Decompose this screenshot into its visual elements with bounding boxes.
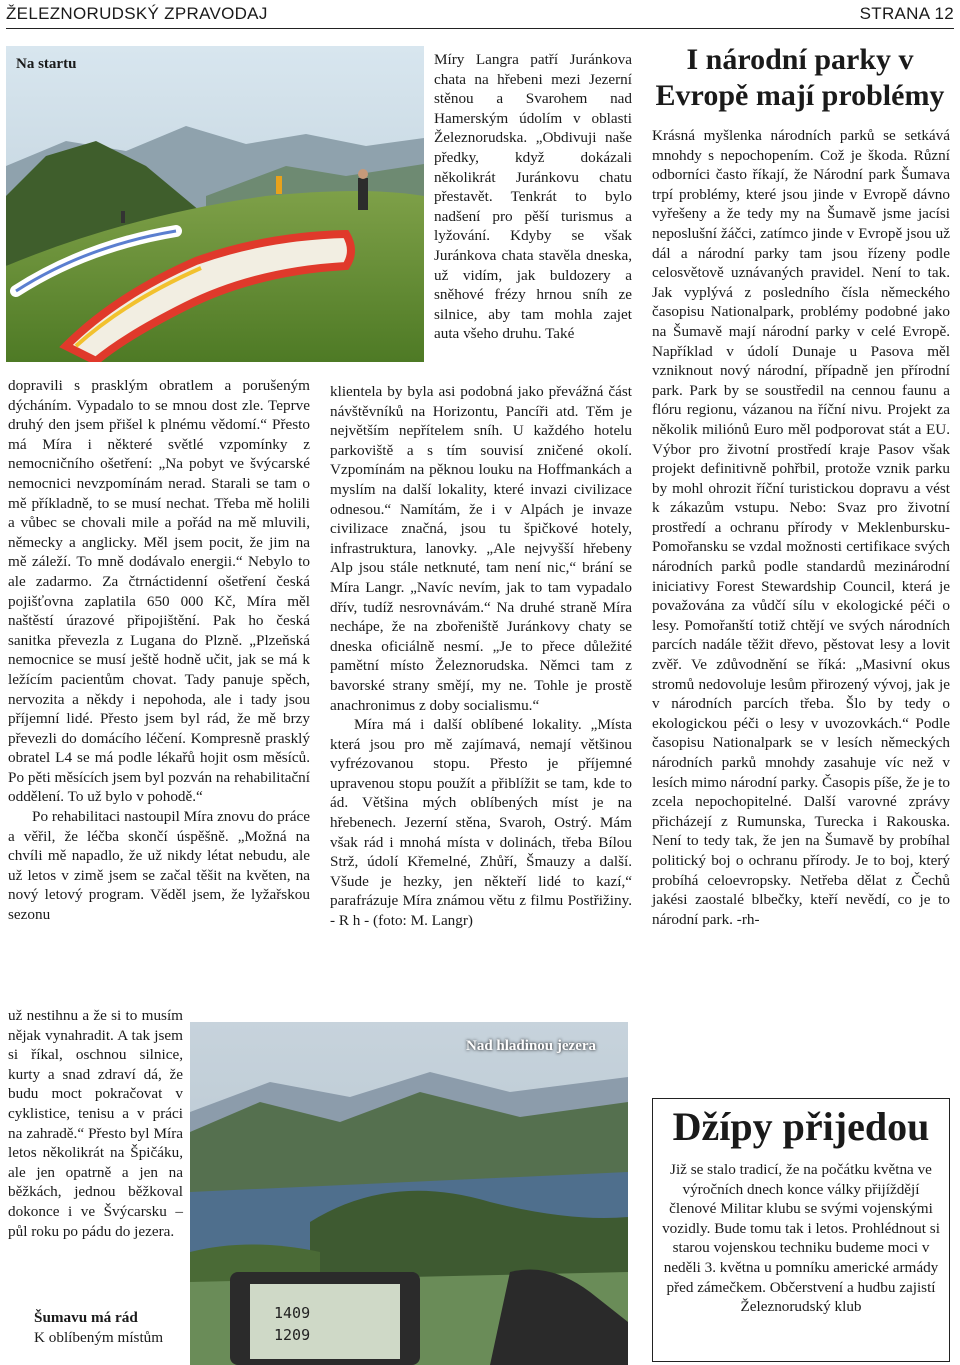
article1-subsection	[34, 1308, 163, 1347]
article3-box	[652, 1098, 950, 1362]
photo-paraglider-launch	[6, 46, 424, 362]
header-rule	[6, 28, 954, 29]
photo1-caption: Na startu	[16, 56, 77, 72]
page-number: STRANA 12	[859, 4, 954, 23]
article1-middle-top: Míry Langra patří Juránkova chata na hřebeni mezi Jezerní stěnou a Svarohem nad Hamerským údolím v oblasti Železnorudska. „Obdivuji naše předky, když dokázali několikrát Juránkovu chatu přestavět. Tenkrát to bylo nadšení pro pěší turismus a lyžování. Kdyby se však Juránkova chata stavěla dneska, už vidím, jak buldozery a sněhové frézy hrnou sníh ze silnice, aby tam mohla zajet auta všeho druhu. Také	[434, 51, 632, 343]
article3-title: Džípy přijedou	[672, 1104, 930, 1149]
article2-title: I národní parky v Evropě mají problémy	[655, 43, 945, 112]
instrument-readout-bottom: 1209	[274, 1326, 311, 1344]
subheading-text: K oblíbeným místům	[34, 1328, 164, 1346]
photo2-caption: Nad hladinou jezera	[466, 1038, 597, 1054]
newspaper-title: ŽELEZNORUDSKÝ ZPRAVODAJ	[6, 4, 268, 23]
article1-left-narrow: už nestihnu a že si to musím nějak vynahradit. A tak jsem si říkal, oschnou silnice, kurty a snad zdraví dá, že budu moct pokračovat v cyklistice, tenisu a v práci na zahradě.“ Přesto byl Míra letos několikrát na Špičáku, ale jen opatrně a jen na běžkách, jednou běžkoval dokonce i ve Švýcarsku – půl roku po pádu do jezera.	[8, 1007, 183, 1240]
article1-middle-rest: klientela by byla asi podobná jako převážná část návštěvníků na Horizontu, Pancíři atd. Těm je největším nepřítelem sníh. U každého hotelu parkoviště a s tím souvisí zničené okolí. Vzpomínám na pěknou louku na Hoffmankách a myslím na další lokality, které invazi civilizace odnesou.“ Namítám, že i v Alpách je invaze civilizace značná, jsou tu špičkové hotely, infrastruktura, lanovky. „Ale nejvyšší hřebeny Alp jsou stále netknuté, tam není nic,“ brání se Míra Langr. „Navíc nevím, jak to tam vypadalo dřív, tudíž nesrovnávám.“ Na druhé straně Míra nechápe, že na zbořeniště Juránkovy chaty se dneska oficiálně nesmí. „Je to přece důležité pamětní místo Železnorudska. Němci tam z bavorské strany smějí, my ne. Tohle je prostě anachronimus z doby socialismu.“ Míra má i další oblíbené lokality. „Místa která jsou pro mě zajímavá, nemají většinou vyfrézovanou stopu. Přesto je příjemné upravenou stopu použít a přiblížit se tam, kde to ád. Většina mých oblíbených míst je na hřebenech. Jezerní stěna, Svaroh, Ostrý. Mám však rád i mnohá místa v dolinách, třeba Bílou Strž, údolí Křemelné, Zhůří, Šmauzy a další. Všude je hezky, jen někteří lidé to kazí,“ parafrázuje Míra známou větu z filmu Postřižiny. - R h - (foto: M. Langr)	[330, 383, 632, 930]
photo-lake-view	[190, 1022, 628, 1365]
article2-body: Krásná myšlenka národních parků se setkává mnohdy s nepochopením. Což je škoda. Různí odborníci často říkají, že Národní park Šumava trpí problémy, které jsou jinde v Evropě dávno vyřešeny a že tedy my na Šumavě jsme jacísi neposlušní žáčci, zatímco jinde v Evropě jsou už dál a národní parky tam jsou řízeny podle celosvětově uznávaných pravidel. Není to tak. Jak vyplývá z posledního čísla německého časopisu Nationalpark, problémy podobné jako na Šumavě mají národní parky v celé Evropě. Například v údolí Dunaje u Pasova měl vzniknout nový národní, případně jen přírodní park. Park by se soustředil na cennou faunu a flóru regionu, vázanou na říční nivu. Projekt za několik miliónů Euro měl podporovat stát a EU. Výbor pro životní prostředí kraje Pasov však projekt definitivně pohřbil, protože vznik parku by mohl ohrozit říční turistickou dopravu a vést k zákazům vstupu. Nebo: Svaz pro životní prostředí a ochranu přírody v Meklenbursku-Pomořansku se vzdal možnosti certifikace svých národních parků podle standardů mezinárodní iniciativy Forest Stewardship Council, která je považována za vůdčí sílu v ekologické péči o lesy. Pomořanští totiž chtějí ve svých národních parcích nadále těžit dřevo, pěstovat lesy a lovit zvěř. Ve zdůvodnění se říká: „Masivní okus stromů nedovoluje lesům přirozený vývoj, jak je v národních parcích třeba. Šlo by tedy o ekologickou péči o lesy v uvozovkách.“ Podle časopisu Nationalpark se v lesích německých národních parků mnohdy zasahuje víc než v lesích mimo národní parky. Časopis píše, že je to zcela nepochopitelné. Další varovné zprávy přicházejí z Rumunska, Turecka i Rakouska. Není to tedy tak, že jen na Šumavě by probíhal politický boj o ochranu přírody. Je to boj, který probíhá celoevropsky. Netřeba dělat z Čechů jakési zaostalé blbečky, kteří nevědí, co je to národní park. -rh-	[652, 127, 950, 928]
subheading: Šumavu má rád	[34, 1309, 138, 1326]
article1-left-main: dopravili s prasklým obratlem a porušeným dýcháním. Vypadalo to se mnou dost zle. Teprve druhý den jsem přišel k plnému vědomí.“ Přesto má Míra i některé světlé vzpomínky z nemocničního ošetření: „Na pobyt ve švýcarské nemocnici nevzpomínám nerad. Starali se tam o mě příkladně, to se musí nechat. Třeba mě holili a vůbec se chovali mile a pořád na mě mluvili, německy a anglicky. Měl jsem pocit, že jim na mě záleží. To mně dodávalo energii.“ Nebylo to ale zadarmo. Za čtrnáctidenní ošetření česká pojišťovna zaplatila 650 000 Kč, Míra měl naštěstí úrazové připojištění. Pak ho česká sanitka převezla z Lugana do Plzně. „Plzeňská nemocnice se musí ještě hodně učit, jak se má k ležícím pacientům chovat. Tady panuje spěch, nervozita a někdy i nepohoda, ale i tady jsou příjemní lidé. Přesto jsem byl rád, že mě brzy převezli do domácího léčení. Kompresně prasklý obratel L4 se má podle lékařů hojit osm měsíců. Po pěti měsících jsem byl pozván na rehabilitační oddělení. To už bylo v pohodě.“ Po rehabilitaci nastoupil Míra znovu do práce a věřil, že léčba skončí úspěšně. „Možná na chvíli mě napadlo, že už nikdy létat nebudu, ale už letos v zimě jsem se začal těšit na květen, na nový letový program. Věděl jsem, že lyžařskou sezonu	[8, 377, 310, 924]
instrument-readout-top: 1409	[274, 1304, 311, 1322]
article3-body: Již se stalo tradicí, že na počátku května ve výročních dnech konce války přijíždějí členové Militar klubu se svými vojenskými vozidly. Bude tomu tak i letos. Prohlédnout si starou vojenskou techniku budeme moci v neděli 3. května u pomníku americké armády před zámečkem. Občerstvení a hudbu zajistí Železnorudský klub	[662, 1161, 940, 1316]
